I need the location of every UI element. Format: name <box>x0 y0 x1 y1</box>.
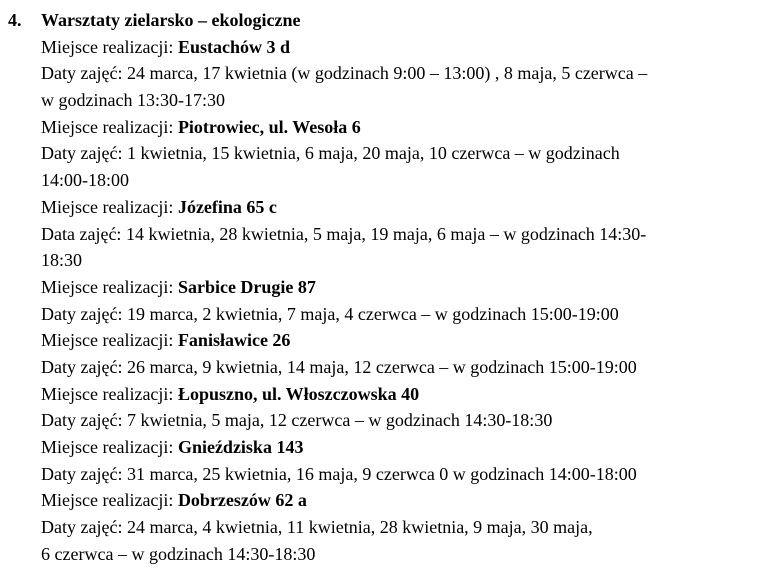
place-name: Fanisławice 26 <box>177 330 291 351</box>
dates-line: Daty zajęć: 24 marca, 17 kwietnia (w godzinach 9:00 – 13:00) , 8 maja, 5 czerwca – <box>41 63 648 84</box>
place-label: Miejsce realizacji: <box>41 116 174 137</box>
dates-line: w godzinach 13:30-17:30 <box>41 90 225 111</box>
place-label: Miejsce realizacji: <box>41 490 174 511</box>
place-name: Dobrzeszów 62 a <box>177 490 307 511</box>
dates-line: 14:00-18:00 <box>41 170 129 191</box>
place-label: Miejsce realizacji: <box>41 36 174 57</box>
location-line <box>0 274 777 301</box>
dates-line: 6 czerwca – w godzinach 14:30-18:30 <box>41 543 316 564</box>
place-name: Łopuszno, ul. Włoszczowska 40 <box>177 383 420 404</box>
dates-line: 18:30 <box>41 250 83 271</box>
dates-line: Data zajęć: 14 kwietnia, 28 kwietnia, 5 maja, 19 maja, 6 maja – w godzinach 14:30- <box>41 223 647 244</box>
location-line <box>0 381 777 408</box>
place-name: Sarbice Drugie 87 <box>177 276 316 297</box>
dates-line: Daty zajęć: 7 kwietnia, 5 maja, 12 czerwca – w godzinach 14:30-18:30 <box>41 410 553 431</box>
place-label: Miejsce realizacji: <box>41 330 174 351</box>
place-label: Miejsce realizacji: <box>41 437 174 457</box>
place-name: Piotrowiec, ul. Wesoła 6 <box>177 116 361 137</box>
place-name: Józefina 65 c <box>177 196 277 217</box>
section-number: 4. <box>8 10 22 30</box>
place-label: Miejsce realizacji: <box>41 383 174 404</box>
section-title: Warsztaty zielarsko – ekologiczne <box>41 10 301 30</box>
dates-line: Daty zajęć: 19 marca, 2 kwietnia, 7 maja, 4 czerwca – w godzinach 15:00-19:00 <box>41 303 619 324</box>
section-heading <box>0 7 777 34</box>
location-line <box>0 434 777 461</box>
location-line <box>0 34 777 61</box>
document-body <box>0 7 777 567</box>
place-name: Eustachów 3 d <box>177 36 290 57</box>
location-line <box>0 194 777 221</box>
location-line <box>0 114 777 141</box>
dates-line: Daty zajęć: 24 marca, 4 kwietnia, 11 kwietnia, 28 kwietnia, 9 maja, 30 maja, <box>41 517 593 538</box>
place-name: Gnieździska 143 <box>177 437 304 457</box>
location-line <box>0 327 777 354</box>
dates-line: Daty zajęć: 31 marca, 25 kwietnia, 16 maja, 9 czerwca 0 w godzinach 14:00-18:00 <box>41 463 637 484</box>
dates-line: Daty zajęć: 26 marca, 9 kwietnia, 14 maja, 12 czerwca – w godzinach 15:00-19:00 <box>41 356 637 377</box>
dates-line: Daty zajęć: 1 kwietnia, 15 kwietnia, 6 maja, 20 maja, 10 czerwca – w godzinach <box>41 143 620 164</box>
location-line <box>0 487 777 514</box>
place-label: Miejsce realizacji: <box>41 196 174 217</box>
place-label: Miejsce realizacji: <box>41 276 174 297</box>
